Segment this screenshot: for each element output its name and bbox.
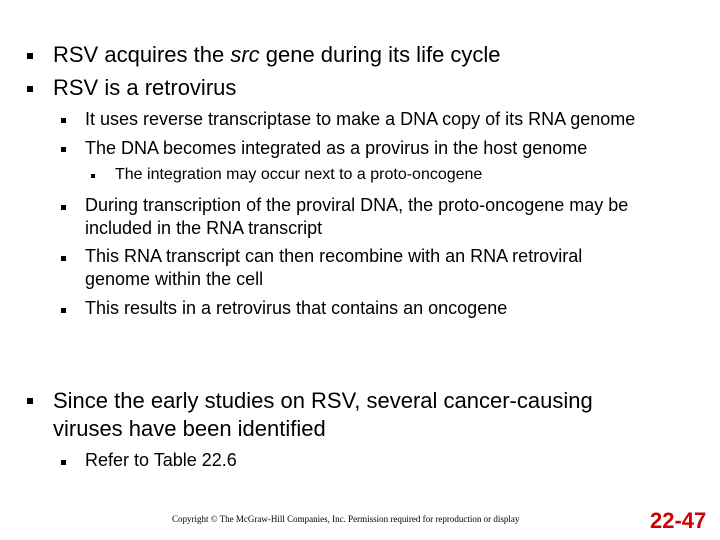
bullet-retrovirus: RSV is a retrovirus [53,75,237,100]
bullet-recombine-line2: genome within the cell [85,269,264,289]
bullet-transcription-line1: During transcription of the proviral DNA, the proto-oncogene may be [85,195,629,215]
bullet-marker [27,398,33,404]
bullet-marker [91,174,95,178]
bullet-marker [61,118,66,123]
bullet-oncogene-result: This results in a retrovirus that contains an oncogene [85,298,508,318]
bullet-text: gene during its life cycle [259,42,501,67]
bullet-reverse-transcriptase: It uses reverse transcriptase to make a DNA copy of its RNA genome [85,109,636,129]
bullet-provirus: The DNA becomes integrated as a provirus in the host genome [85,138,588,158]
gene-name: src [230,42,260,67]
bullet-table-reference: Refer to Table 22.6 [85,450,237,470]
bullet-recombine-line1: This RNA transcript can then recombine with an RNA retroviral [85,246,583,266]
bullet-rsv-src [53,42,501,67]
bullet-marker [61,308,66,313]
bullet-text: RSV acquires the [53,42,231,67]
bullet-marker [61,256,66,261]
bullet-marker [61,460,66,465]
bullet-marker [61,147,66,152]
bullet-marker [27,86,33,92]
bullet-cancer-viruses-line1: Since the early studies on RSV, several cancer-causing [53,388,593,413]
copyright-notice: Copyright © The McGraw-Hill Companies, Inc. Permission required for reproduction or display [172,514,520,524]
bullet-integration: The integration may occur next to a proto-oncogene [115,166,483,183]
page-number: 22-47 [650,508,707,533]
bullet-marker [27,53,33,59]
bullet-cancer-viruses-line2: viruses have been identified [53,416,326,441]
bullet-transcription-line2: included in the RNA transcript [85,218,323,238]
bullet-marker [61,205,66,210]
